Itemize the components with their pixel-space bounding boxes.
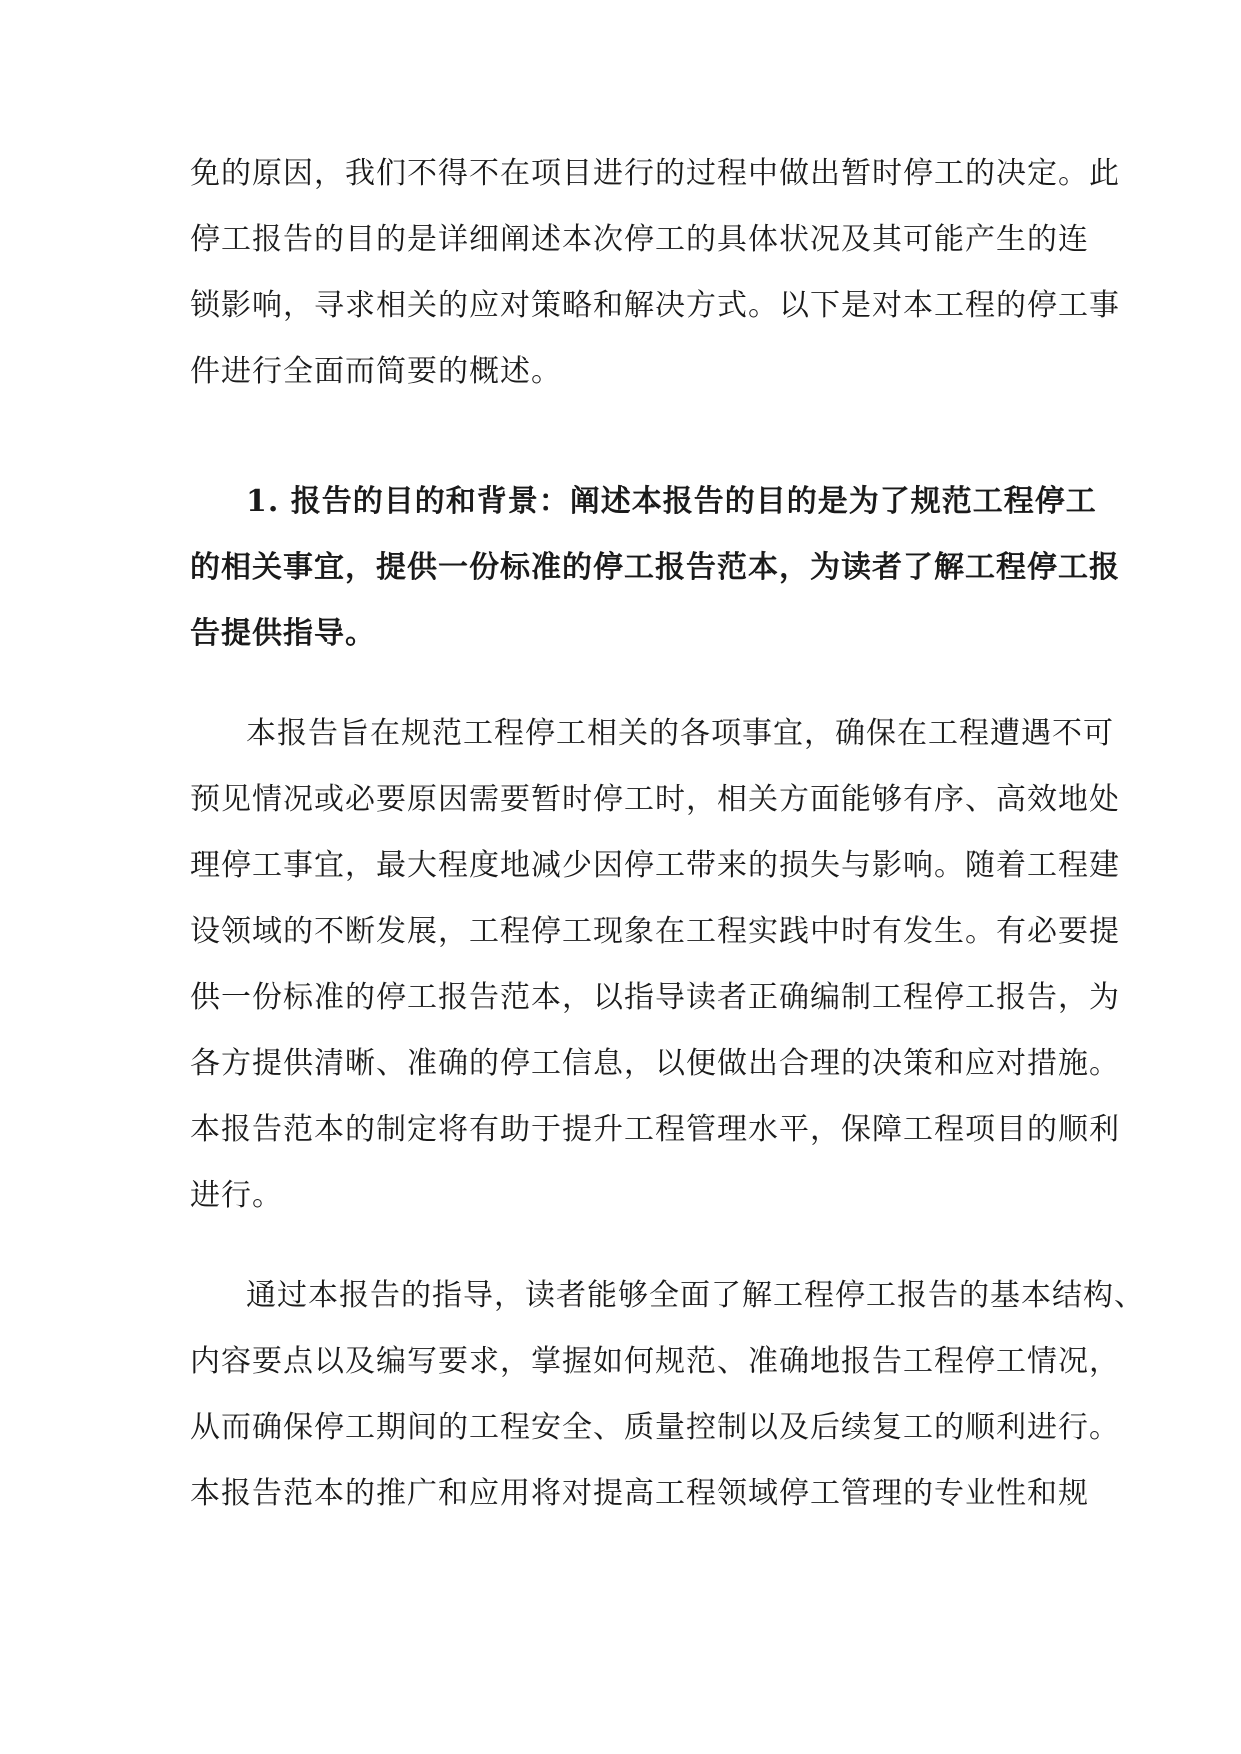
text-line: 停工报告的目的是详细阐述本次停工的具体状况及其可能产生的连 xyxy=(190,222,1089,257)
section-heading-line: 1. 报告的目的和背景：阐述本报告的目的是为了规范工程停工 xyxy=(246,484,1097,519)
text-line: 供一份标准的停工报告范本，以指导读者正确编制工程停工报告，为 xyxy=(190,980,1120,1015)
text-line: 各方提供清晰、准确的停工信息，以便做出合理的决策和应对措施。 xyxy=(190,1046,1120,1081)
text-line: 件进行全面而简要的概述。 xyxy=(190,354,562,389)
text-line: 设领域的不断发展，工程停工现象在工程实践中时有发生。有必要提 xyxy=(190,914,1120,949)
text-line: 本报告旨在规范工程停工相关的各项事宜，确保在工程遭遇不可 xyxy=(246,716,1114,751)
text-line: 本报告范本的制定将有助于提升工程管理水平，保障工程项目的顺利 xyxy=(190,1112,1120,1147)
text-line: 免的原因，我们不得不在项目进行的过程中做出暂时停工的决定。此 xyxy=(190,156,1120,191)
text-line: 通过本报告的指导，读者能够全面了解工程停工报告的基本结构、 xyxy=(246,1278,1145,1313)
text-line: 预见情况或必要原因需要暂时停工时，相关方面能够有序、高效地处 xyxy=(190,782,1120,817)
section-heading-line: 的相关事宜，提供一份标准的停工报告范本，为读者了解工程停工报 xyxy=(190,550,1120,585)
text-line: 从而确保停工期间的工程安全、质量控制以及后续复工的顺利进行。 xyxy=(190,1410,1120,1445)
text-line: 进行。 xyxy=(190,1178,283,1213)
section-heading-line: 告提供指导。 xyxy=(190,616,376,651)
text-line: 本报告范本的推广和应用将对提高工程领域停工管理的专业性和规 xyxy=(190,1476,1089,1511)
text-line: 锁影响，寻求相关的应对策略和解决方式。以下是对本工程的停工事 xyxy=(190,288,1120,323)
text-line: 内容要点以及编写要求，掌握如何规范、准确地报告工程停工情况， xyxy=(190,1344,1120,1379)
text-line: 理停工事宜，最大程度地减少因停工带来的损失与影响。随着工程建 xyxy=(190,848,1120,883)
